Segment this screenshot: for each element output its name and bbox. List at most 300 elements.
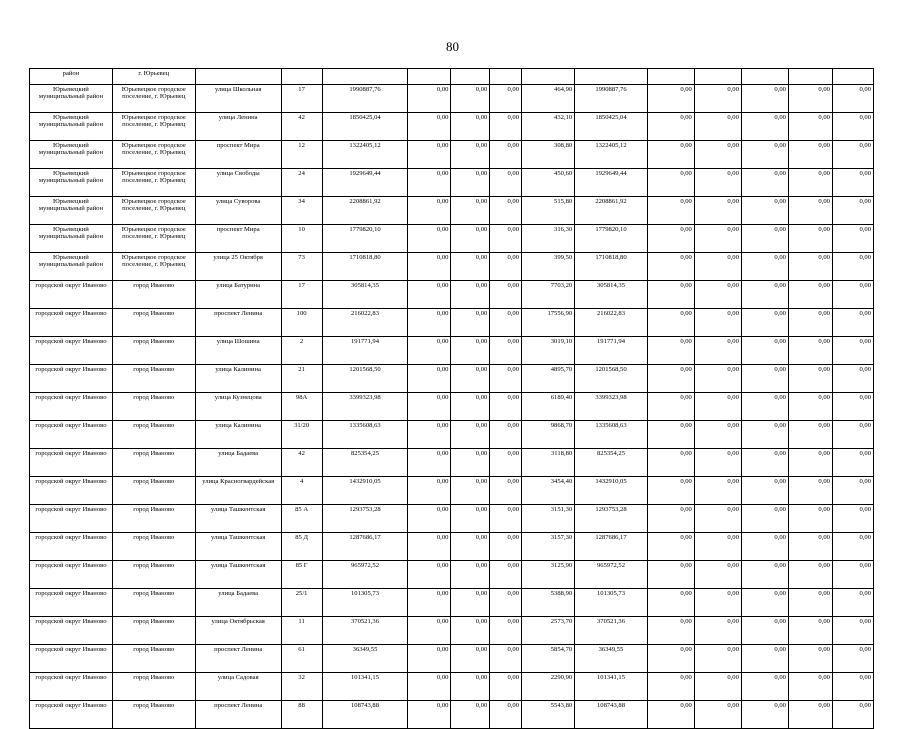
table-cell: 0,00 — [694, 169, 741, 197]
table-cell: 0,00 — [490, 505, 522, 533]
table-cell: город Иваново — [112, 589, 195, 617]
table-row — [30, 421, 874, 449]
table-cell: 316,30 — [522, 225, 575, 253]
table-cell: улица Ташкентская — [195, 533, 281, 561]
table-cell: 0,00 — [451, 197, 490, 225]
table-cell: 73 — [281, 253, 322, 281]
table-cell: 0,00 — [832, 505, 873, 533]
table-cell: 25/1 — [281, 589, 322, 617]
table-cell: улица 25 Октября — [195, 253, 281, 281]
table-cell: 0,00 — [832, 85, 873, 113]
table-cell: 85 Г — [281, 561, 322, 589]
table-cell: 464,90 — [522, 85, 575, 113]
table-cell: 1929649,44 — [322, 169, 408, 197]
table-cell: Юрьевецкое городское поселение, г. Юрьевец — [112, 225, 195, 253]
table-cell: 1779820,10 — [575, 225, 648, 253]
table-cell: город Иваново — [112, 701, 195, 729]
table-cell: городской округ Иваново — [30, 365, 113, 393]
table-cell: 0,00 — [741, 337, 788, 365]
table-cell: 0,00 — [647, 225, 694, 253]
table-cell: 1710818,80 — [322, 253, 408, 281]
table-cell: 0,00 — [408, 309, 451, 337]
table-cell: 0,00 — [694, 645, 741, 673]
table-cell: 3157,30 — [522, 533, 575, 561]
table-cell: 0,00 — [694, 561, 741, 589]
table-cell: 0,00 — [490, 477, 522, 505]
table-cell: Юрьевецкое городское поселение, г. Юрьевец — [112, 169, 195, 197]
table-cell: 0,00 — [741, 533, 788, 561]
table-cell: 0,00 — [490, 589, 522, 617]
table-cell: 0,00 — [451, 617, 490, 645]
table-cell: 0,00 — [832, 113, 873, 141]
table-cell: 0,00 — [451, 645, 490, 673]
table-cell: улица Батурина — [195, 281, 281, 309]
table-row — [30, 701, 874, 729]
table-cell: 1990887,76 — [322, 85, 408, 113]
table-cell: 10 — [281, 225, 322, 253]
table-cell: 0,00 — [741, 141, 788, 169]
table-cell: 0,00 — [832, 169, 873, 197]
table-cell: 965972,52 — [575, 561, 648, 589]
table-cell: 0,00 — [788, 645, 832, 673]
table-cell: 9868,70 — [522, 421, 575, 449]
table-cell: 0,00 — [490, 533, 522, 561]
table-cell: 0,00 — [647, 113, 694, 141]
table-cell: 0,00 — [408, 561, 451, 589]
table-cell: 0,00 — [451, 421, 490, 449]
table-cell: 0,00 — [408, 225, 451, 253]
table-cell: 101305,73 — [322, 589, 408, 617]
table-cell: 0,00 — [451, 225, 490, 253]
table-cell: 216022,83 — [575, 309, 648, 337]
header-cell: район — [30, 69, 113, 85]
header-cell — [195, 69, 281, 85]
table-cell: 0,00 — [451, 533, 490, 561]
table-cell: город Иваново — [112, 673, 195, 701]
table-cell: 0,00 — [832, 141, 873, 169]
table-cell: 0,00 — [451, 589, 490, 617]
table-cell: 0,00 — [741, 477, 788, 505]
table-cell: 0,00 — [741, 421, 788, 449]
table-cell: 1287686,17 — [322, 533, 408, 561]
table-cell: Юрьевецкий муниципальный район — [30, 85, 113, 113]
header-cell — [575, 69, 648, 85]
table-cell: 0,00 — [408, 477, 451, 505]
table-cell: 1850425,04 — [575, 113, 648, 141]
table-cell: 370521,36 — [322, 617, 408, 645]
table-cell: 0,00 — [832, 701, 873, 729]
table-cell: 0,00 — [451, 281, 490, 309]
table-cell: 0,00 — [832, 589, 873, 617]
table-row — [30, 113, 874, 141]
table-cell: 0,00 — [694, 309, 741, 337]
table-row — [30, 365, 874, 393]
table-cell: 0,00 — [408, 337, 451, 365]
table-row — [30, 281, 874, 309]
table-cell: 0,00 — [741, 505, 788, 533]
table-cell: Юрьевецкий муниципальный район — [30, 141, 113, 169]
table-cell: 98А — [281, 393, 322, 421]
table-cell: улица Школьная — [195, 85, 281, 113]
table-cell: 0,00 — [451, 561, 490, 589]
table-cell: 108743,88 — [575, 701, 648, 729]
table-cell: 0,00 — [788, 85, 832, 113]
header-cell — [322, 69, 408, 85]
table-cell: 0,00 — [408, 617, 451, 645]
table-cell: 0,00 — [490, 617, 522, 645]
table-row — [30, 645, 874, 673]
table-cell: 0,00 — [832, 337, 873, 365]
table-cell: 0,00 — [490, 701, 522, 729]
table-cell: 0,00 — [832, 197, 873, 225]
table-cell: 0,00 — [741, 589, 788, 617]
table-cell: улица Калинина — [195, 421, 281, 449]
table-cell: 0,00 — [788, 197, 832, 225]
table-cell: 0,00 — [788, 169, 832, 197]
header-cell — [647, 69, 694, 85]
table-cell: 0,00 — [490, 393, 522, 421]
table-cell: городской округ Иваново — [30, 281, 113, 309]
table-cell: 1335608,63 — [322, 421, 408, 449]
table-cell: Юрьевецкий муниципальный район — [30, 253, 113, 281]
table-cell: 0,00 — [694, 701, 741, 729]
table-cell: 0,00 — [451, 309, 490, 337]
table-cell: 1201568,50 — [322, 365, 408, 393]
table-cell: городской округ Иваново — [30, 421, 113, 449]
table-cell: 305814,35 — [575, 281, 648, 309]
table-cell: городской округ Иваново — [30, 589, 113, 617]
table-cell: 4895,70 — [522, 365, 575, 393]
table-cell: 0,00 — [647, 645, 694, 673]
table-cell: 0,00 — [788, 253, 832, 281]
table-cell: город Иваново — [112, 421, 195, 449]
table-cell: 0,00 — [490, 113, 522, 141]
table-cell: 1710818,80 — [575, 253, 648, 281]
table-header-row — [30, 69, 874, 85]
table-cell: 3151,30 — [522, 505, 575, 533]
table-cell: 0,00 — [832, 225, 873, 253]
table-cell: 1201568,50 — [575, 365, 648, 393]
table-cell: 0,00 — [490, 449, 522, 477]
table-cell: 0,00 — [741, 561, 788, 589]
table-cell: 12 — [281, 141, 322, 169]
table-cell: 0,00 — [408, 169, 451, 197]
table-cell: 0,00 — [451, 85, 490, 113]
table-cell: 108743,88 — [322, 701, 408, 729]
table-cell: городской округ Иваново — [30, 393, 113, 421]
table-cell: 0,00 — [832, 477, 873, 505]
table-cell: 308,80 — [522, 141, 575, 169]
table-cell: 0,00 — [490, 337, 522, 365]
table-cell: город Иваново — [112, 309, 195, 337]
table-cell: 0,00 — [451, 169, 490, 197]
table-cell: 432,10 — [522, 113, 575, 141]
table-cell: 0,00 — [647, 477, 694, 505]
table-cell: 0,00 — [490, 421, 522, 449]
table-cell: 0,00 — [490, 673, 522, 701]
table-cell: 0,00 — [788, 393, 832, 421]
table-cell: 101341,15 — [575, 673, 648, 701]
table-cell: город Иваново — [112, 617, 195, 645]
table-cell: проспект Мира — [195, 141, 281, 169]
table-cell: город Иваново — [112, 449, 195, 477]
header-cell — [408, 69, 451, 85]
header-cell — [741, 69, 788, 85]
table-cell: 0,00 — [788, 365, 832, 393]
table-cell: 399,50 — [522, 253, 575, 281]
table-cell: 0,00 — [832, 617, 873, 645]
table-cell: город Иваново — [112, 505, 195, 533]
table-cell: 0,00 — [832, 449, 873, 477]
table-cell: 0,00 — [408, 421, 451, 449]
table-cell: 0,00 — [741, 449, 788, 477]
table-row — [30, 561, 874, 589]
table-cell: 0,00 — [694, 337, 741, 365]
table-cell: 61 — [281, 645, 322, 673]
table-cell: 0,00 — [647, 589, 694, 617]
table-cell: улица Октябрьская — [195, 617, 281, 645]
table-row — [30, 617, 874, 645]
header-cell — [490, 69, 522, 85]
table-cell: улица Бадаева — [195, 449, 281, 477]
table-cell: 0,00 — [647, 701, 694, 729]
table-cell: улица Ташкентская — [195, 561, 281, 589]
table-cell: 0,00 — [408, 281, 451, 309]
table-cell: 0,00 — [490, 365, 522, 393]
table-cell: 0,00 — [694, 225, 741, 253]
table-cell: 0,00 — [490, 141, 522, 169]
table-cell: 1293753,28 — [575, 505, 648, 533]
table-cell: 101305,73 — [575, 589, 648, 617]
table-cell: 0,00 — [490, 281, 522, 309]
table-cell: 2208861,92 — [575, 197, 648, 225]
table-cell: 3454,40 — [522, 477, 575, 505]
table-cell: 0,00 — [647, 85, 694, 113]
table-cell: Юрьевецкий муниципальный район — [30, 225, 113, 253]
table-row — [30, 337, 874, 365]
table-cell: 0,00 — [788, 673, 832, 701]
table-row — [30, 197, 874, 225]
table-cell: улица Бадаева — [195, 589, 281, 617]
table-cell: 0,00 — [408, 113, 451, 141]
table-cell: улица Шошина — [195, 337, 281, 365]
table-cell: 1779820,10 — [322, 225, 408, 253]
header-cell — [832, 69, 873, 85]
header-cell — [788, 69, 832, 85]
table-cell: 0,00 — [490, 253, 522, 281]
table-cell: улица Кузнецова — [195, 393, 281, 421]
table-cell: 0,00 — [694, 365, 741, 393]
table-cell: 17556,90 — [522, 309, 575, 337]
table-cell: 0,00 — [832, 561, 873, 589]
table-cell: 0,00 — [408, 253, 451, 281]
table-cell: 0,00 — [490, 225, 522, 253]
table-cell: 0,00 — [490, 561, 522, 589]
table-cell: проспект Ленина — [195, 701, 281, 729]
table-cell: 0,00 — [647, 337, 694, 365]
table-cell: 42 — [281, 449, 322, 477]
table-cell: городской округ Иваново — [30, 449, 113, 477]
table-cell: 0,00 — [408, 505, 451, 533]
table-cell: улица Ленина — [195, 113, 281, 141]
table-cell: 0,00 — [788, 281, 832, 309]
table-cell: 0,00 — [741, 225, 788, 253]
table-cell: 0,00 — [694, 421, 741, 449]
table-cell: 0,00 — [451, 113, 490, 141]
header-cell — [281, 69, 322, 85]
table-cell: 0,00 — [490, 169, 522, 197]
table-row — [30, 505, 874, 533]
table-cell: 0,00 — [832, 421, 873, 449]
table-cell: 191771,94 — [322, 337, 408, 365]
table-cell: 5543,80 — [522, 701, 575, 729]
table-cell: 0,00 — [408, 449, 451, 477]
table-cell: 0,00 — [490, 197, 522, 225]
table-cell: 0,00 — [741, 309, 788, 337]
table-cell: город Иваново — [112, 477, 195, 505]
table-cell: Юрьевецкий муниципальный район — [30, 197, 113, 225]
table-cell: 17 — [281, 85, 322, 113]
table-cell: 3019,10 — [522, 337, 575, 365]
header-cell — [522, 69, 575, 85]
table-cell: проспект Мира — [195, 225, 281, 253]
table-cell: город Иваново — [112, 365, 195, 393]
table-cell: город Иваново — [112, 533, 195, 561]
table-cell: 0,00 — [647, 393, 694, 421]
table-cell: 0,00 — [408, 533, 451, 561]
table-cell: 0,00 — [408, 393, 451, 421]
table-cell: 305814,35 — [322, 281, 408, 309]
table-cell: 0,00 — [741, 253, 788, 281]
table-cell: 0,00 — [788, 561, 832, 589]
table-cell: городской округ Иваново — [30, 645, 113, 673]
table-cell: 0,00 — [451, 365, 490, 393]
table-row — [30, 309, 874, 337]
table-cell: город Иваново — [112, 281, 195, 309]
table-cell: 0,00 — [788, 421, 832, 449]
table-cell: 0,00 — [451, 449, 490, 477]
table-cell: проспект Ленина — [195, 645, 281, 673]
table-cell: улица Садовая — [195, 673, 281, 701]
table-cell: 34 — [281, 197, 322, 225]
table-cell: 0,00 — [451, 505, 490, 533]
table-cell: 36349,55 — [575, 645, 648, 673]
table-cell: 3399323,98 — [322, 393, 408, 421]
table-cell: 21 — [281, 365, 322, 393]
table-cell: 3118,80 — [522, 449, 575, 477]
page-number: 80 — [446, 39, 459, 54]
table-row — [30, 169, 874, 197]
table-cell: 965972,52 — [322, 561, 408, 589]
table-cell: 0,00 — [788, 337, 832, 365]
table-cell: 0,00 — [408, 141, 451, 169]
table-cell: городской округ Иваново — [30, 673, 113, 701]
table-cell: 1322405,12 — [322, 141, 408, 169]
table-cell: 0,00 — [832, 309, 873, 337]
table-cell: 5854,70 — [522, 645, 575, 673]
table-cell: 515,80 — [522, 197, 575, 225]
table-cell: 0,00 — [788, 617, 832, 645]
table-cell: 0,00 — [451, 477, 490, 505]
table-cell: 0,00 — [451, 253, 490, 281]
table-cell: 216022,83 — [322, 309, 408, 337]
table-cell: 0,00 — [647, 365, 694, 393]
table-cell: городской округ Иваново — [30, 701, 113, 729]
table-cell: 191771,94 — [575, 337, 648, 365]
table-cell: 1432910,05 — [575, 477, 648, 505]
table-cell: 0,00 — [408, 673, 451, 701]
table-cell: 0,00 — [832, 253, 873, 281]
table-row — [30, 449, 874, 477]
table-cell: 1432910,05 — [322, 477, 408, 505]
table-cell: 0,00 — [741, 85, 788, 113]
table-cell: 88 — [281, 701, 322, 729]
table-cell: 0,00 — [694, 617, 741, 645]
table-cell: 0,00 — [741, 645, 788, 673]
table-cell: город Иваново — [112, 393, 195, 421]
table-row — [30, 141, 874, 169]
table-cell: 1850425,04 — [322, 113, 408, 141]
table-cell: Юрьевецкое городское поселение, г. Юрьевец — [112, 85, 195, 113]
table-cell: городской округ Иваново — [30, 617, 113, 645]
table-cell: Юрьевецкое городское поселение, г. Юрьевец — [112, 197, 195, 225]
table-cell: 0,00 — [451, 141, 490, 169]
table-cell: Юрьевецкое городское поселение, г. Юрьевец — [112, 113, 195, 141]
table-cell: 0,00 — [741, 617, 788, 645]
table-cell: 5388,90 — [522, 589, 575, 617]
table-cell: 0,00 — [788, 309, 832, 337]
table-cell: 0,00 — [832, 393, 873, 421]
table-cell: 0,00 — [788, 449, 832, 477]
table-cell: 0,00 — [741, 169, 788, 197]
table-cell: 42 — [281, 113, 322, 141]
table-cell: 0,00 — [694, 281, 741, 309]
table-cell: 0,00 — [647, 533, 694, 561]
table-cell: городской округ Иваново — [30, 309, 113, 337]
table-cell: 0,00 — [694, 477, 741, 505]
table-row — [30, 533, 874, 561]
table-cell: 0,00 — [788, 225, 832, 253]
table-cell: 31/20 — [281, 421, 322, 449]
table-cell: 0,00 — [741, 197, 788, 225]
table-cell: 0,00 — [647, 561, 694, 589]
table-cell: 0,00 — [647, 197, 694, 225]
table-cell: 370521,36 — [575, 617, 648, 645]
data-table — [29, 68, 874, 729]
table-cell: улица Свободы — [195, 169, 281, 197]
header-cell — [694, 69, 741, 85]
table-cell: 0,00 — [788, 141, 832, 169]
table-cell: 0,00 — [647, 309, 694, 337]
table-cell: 0,00 — [647, 421, 694, 449]
table-row — [30, 589, 874, 617]
table-cell: 0,00 — [694, 141, 741, 169]
table-cell: 0,00 — [647, 281, 694, 309]
table-cell: 0,00 — [741, 673, 788, 701]
table-cell: 0,00 — [694, 85, 741, 113]
table-cell: 7703,20 — [522, 281, 575, 309]
table-cell: 0,00 — [832, 533, 873, 561]
table-cell: улица Калинина — [195, 365, 281, 393]
table-cell: 0,00 — [647, 141, 694, 169]
table-cell: проспект Ленина — [195, 309, 281, 337]
table-cell: 85 А — [281, 505, 322, 533]
table-cell: 85 Д — [281, 533, 322, 561]
table-cell: Юрьевецкое городское поселение, г. Юрьевец — [112, 253, 195, 281]
table-cell: 0,00 — [741, 281, 788, 309]
table-cell: 0,00 — [694, 393, 741, 421]
table-cell: 3125,90 — [522, 561, 575, 589]
